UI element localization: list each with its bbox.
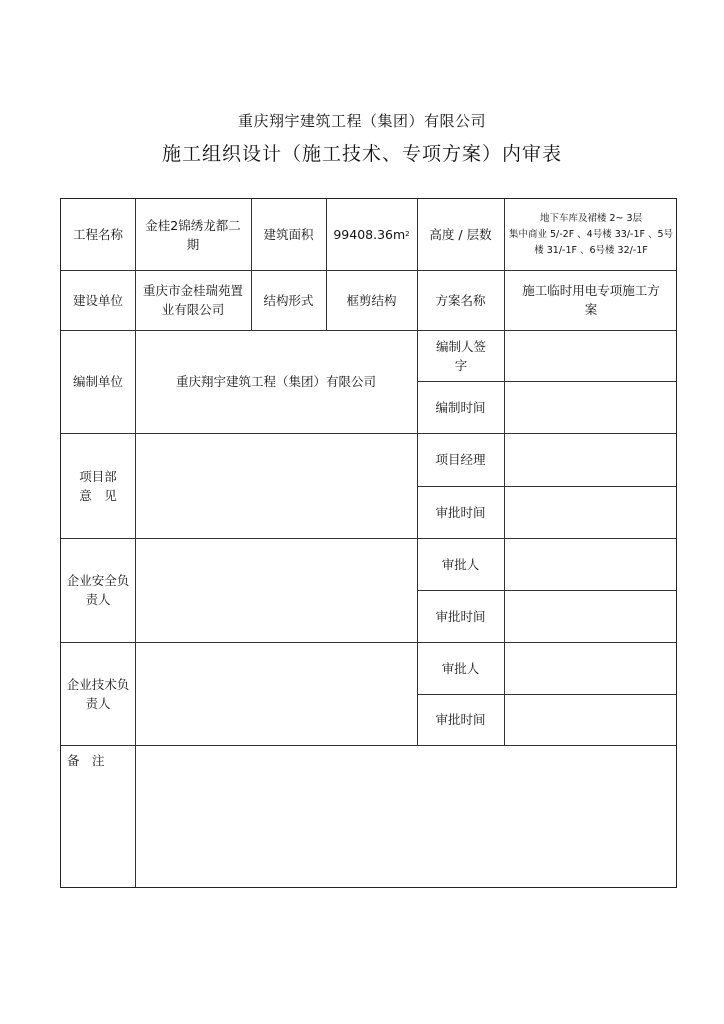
project-manager-field[interactable]: [504, 433, 676, 486]
structure-label: 结构形式: [263, 292, 314, 308]
remarks-label: 备 注: [67, 753, 105, 768]
approval-time-label-1: 审批时间: [435, 504, 486, 520]
builder-value: 重庆市金桂瑞苑置业有限公司: [142, 283, 243, 317]
project-manager-label: 项目经理: [435, 452, 486, 467]
project-dept-label: 项目部意 见: [79, 468, 117, 503]
compiler-sign-field[interactable]: [504, 330, 676, 381]
tech-head-label: 企业技术负责人: [66, 676, 130, 711]
review-form-table: [60, 198, 677, 888]
builder-label: 建设单位: [72, 292, 123, 308]
area-value: [326, 199, 417, 270]
compiler-unit-label: 编制单位: [72, 374, 123, 389]
approval-time-label-2: 审批时间: [435, 608, 486, 624]
approval-time-field-3[interactable]: [504, 694, 676, 745]
height-value: [508, 199, 674, 270]
area-unit-superscript: 2: [405, 230, 410, 238]
approval-time-field-2[interactable]: [504, 590, 676, 642]
approval-time-label-3: 审批时间: [435, 712, 486, 727]
project-name-value: 金桂2锦绣龙都二期: [145, 217, 241, 252]
approver-field-2[interactable]: [504, 642, 676, 694]
area-number: 99408.36m: [333, 227, 406, 242]
safety-head-label: 企业安全负责人: [66, 573, 130, 607]
area-label: 建筑面积: [263, 227, 314, 242]
form-title: 施工组织设计（施工技术、专项方案）内审表: [161, 143, 562, 165]
compile-time-field[interactable]: [504, 381, 676, 433]
structure-value: 框剪结构: [346, 292, 397, 308]
height-value-line2: 集中商业 5/-2F 、4号楼 33/-1F 、5号楼 31/-1F 、6号楼 32/-1F: [508, 228, 674, 256]
company-name: 重庆翔宇建筑工程（集团）有限公司: [237, 112, 486, 130]
approver-label-2: 审批人: [441, 660, 480, 676]
project-dept-opinion-field[interactable]: [135, 433, 417, 538]
height-value-line1: 地下车库及裙楼 2~ 3层: [539, 212, 643, 224]
approver-label-1: 审批人: [441, 556, 480, 572]
tech-opinion-field[interactable]: [135, 642, 417, 745]
approver-field-1[interactable]: [504, 538, 676, 590]
compiler-unit-value: 重庆翔宇建筑工程（集团）有限公司: [175, 374, 376, 389]
project-name-label: 工程名称: [72, 227, 123, 242]
compiler-sign-label: 编制人签 字: [436, 338, 499, 373]
safety-opinion-field[interactable]: [135, 538, 417, 642]
plan-name-value: 施工临时用电专项施工方案: [522, 283, 660, 317]
plan-name-label: 方案名称: [435, 292, 486, 308]
compile-time-label: 编制时间: [435, 399, 486, 415]
height-label: 高度 / 层数: [429, 227, 492, 242]
remarks-field[interactable]: [135, 745, 676, 887]
approval-time-field-1[interactable]: [504, 486, 676, 538]
